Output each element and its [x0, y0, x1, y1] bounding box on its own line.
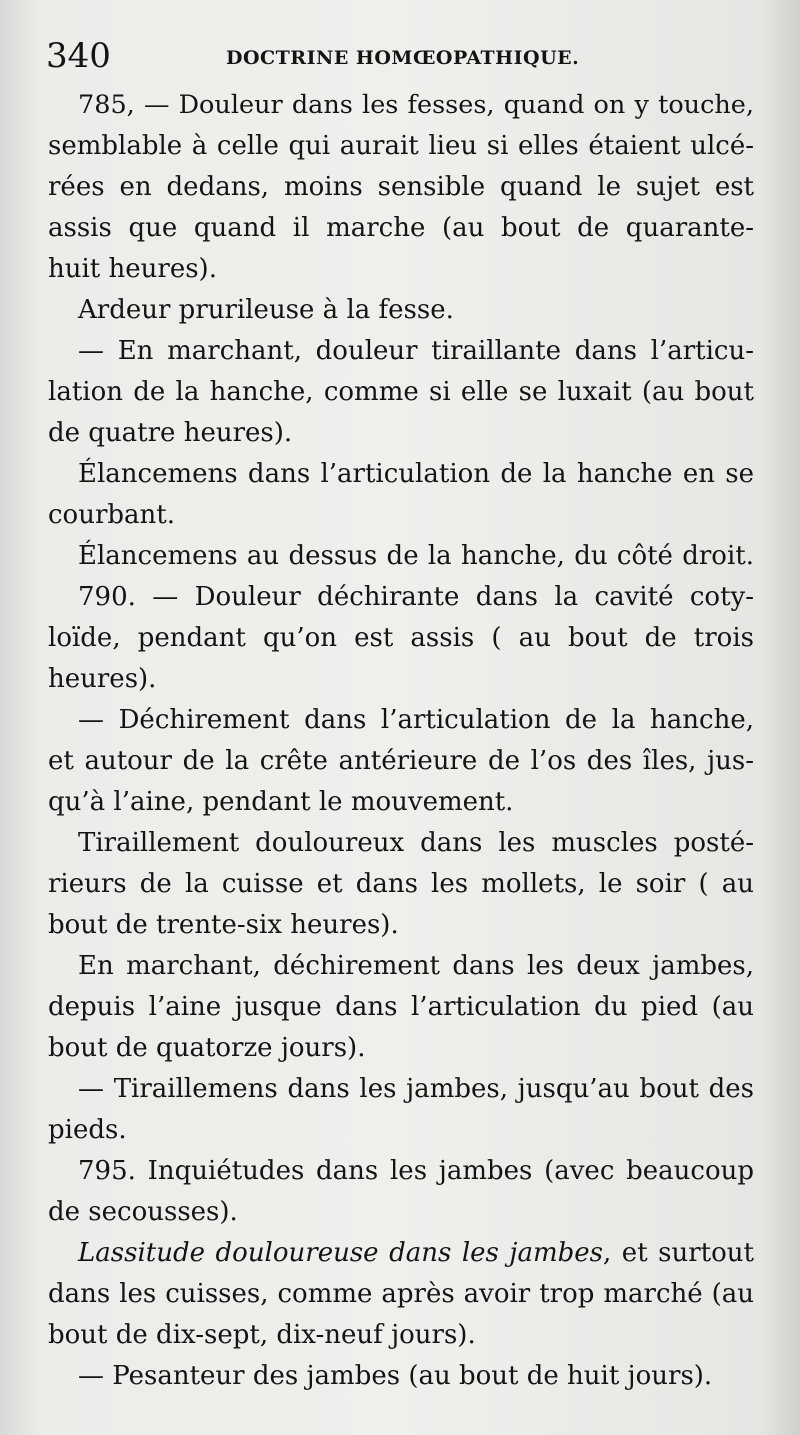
text-line: 790. — Douleur déchirante dans la cavité coty- — [78, 582, 754, 612]
text-line: loïde, pendant qu’on est assis ( au bout de trois — [48, 623, 754, 653]
running-head: DOCTRINE HOMŒOPATHIQUE. — [226, 47, 580, 69]
text-line: — Pesanteur des jambes (au bout de huit jours). — [78, 1361, 713, 1391]
text-line: Ardeur prurileuse à la fesse. — [78, 295, 454, 325]
text-line: huit heures). — [48, 254, 217, 284]
text-line: depuis l’aine jusque dans l’articulation du pied (au — [48, 992, 754, 1022]
text-line: Élancemens dans l’articulation de la hanche en se — [78, 459, 754, 489]
italic-phrase: Lassitude douloureuse dans les jambes — [78, 1238, 604, 1268]
text-line: assis que quand il marche (au bout de quarante- — [48, 213, 754, 243]
page-number: 340 — [46, 36, 111, 76]
text-line: Élancemens au dessus de la hanche, du côté droit. — [78, 541, 754, 571]
text-line: courbant. — [48, 500, 175, 530]
text-line: — En marchant, douleur tiraillante dans l’articu- — [78, 336, 754, 366]
text-line: dans les cuisses, comme après avoir trop marché (au — [48, 1279, 754, 1309]
text-line: et autour de la crête antérieure de l’os des îles, jus- — [48, 746, 754, 776]
text-line: qu’à l’aine, pendant le mouvement. — [48, 787, 514, 817]
text-line: rées en dedans, moins sensible quand le sujet est — [48, 172, 754, 202]
text-line: 795. Inquiétudes dans les jambes (avec beaucoup — [78, 1156, 754, 1186]
text-line: pieds. — [48, 1115, 127, 1145]
text-line: 785, — Douleur dans les fesses, quand on y touche, — [78, 90, 754, 120]
text-line: de quatre heures). — [48, 418, 293, 448]
body-text — [48, 85, 754, 1397]
text-line: heures). — [48, 664, 157, 694]
text-line: bout de dix-sept, dix-neuf jours). — [48, 1320, 476, 1350]
line-continuation: , et surtout — [603, 1238, 754, 1268]
text-line: Tiraillement douloureux dans les muscles posté- — [78, 828, 754, 858]
text-line: — Déchirement dans l’articulation de la hanche, — [78, 705, 754, 735]
text-line: semblable à celle qui aurait lieu si elles étaient ulcé- — [48, 131, 754, 161]
text-line: lation de la hanche, comme si elle se luxait (au bout — [48, 377, 754, 407]
text-line: de secousses). — [48, 1197, 238, 1227]
text-line: En marchant, déchirement dans les deux jambes, — [78, 951, 754, 981]
text-line: rieurs de la cuisse et dans les mollets, le soir ( au — [48, 869, 754, 899]
text-line — [48, 1233, 754, 1274]
text-line: bout de quatorze jours). — [48, 1033, 366, 1063]
text-line: bout de trente-six heures). — [48, 910, 399, 940]
page-header — [46, 36, 580, 76]
text-line: — Tiraillemens dans les jambes, jusqu’au bout des — [78, 1074, 754, 1104]
